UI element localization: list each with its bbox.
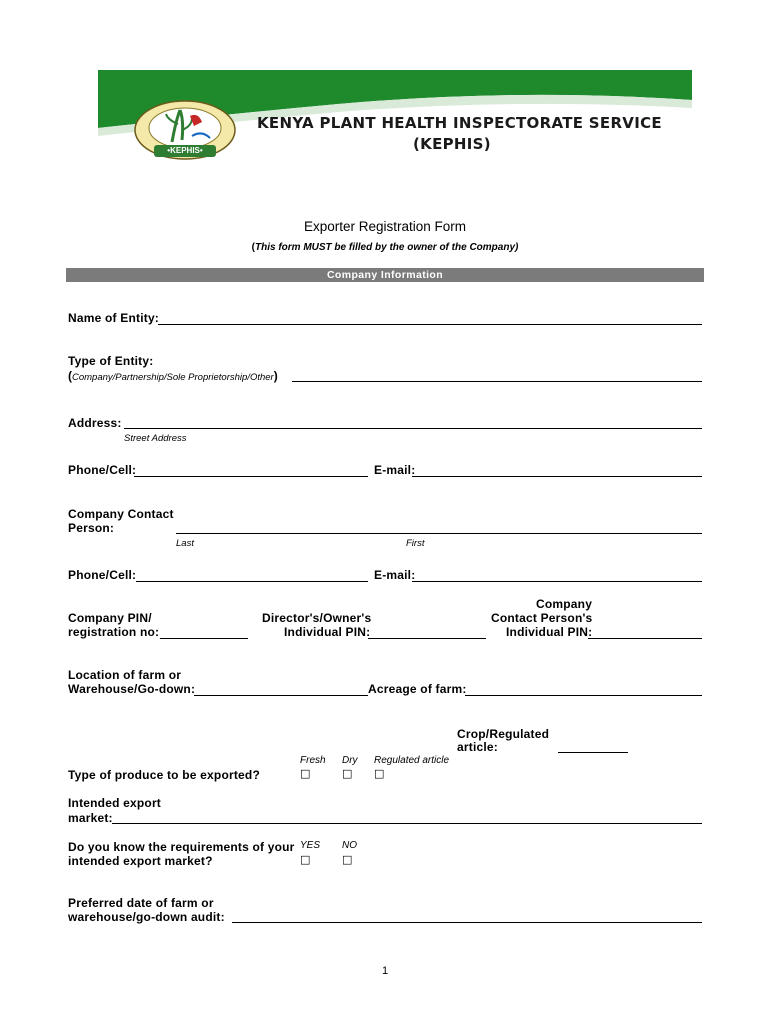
label-email-2: E-mail: <box>374 568 416 582</box>
label-phone-cell: Phone/Cell: <box>68 463 137 477</box>
phone-cell-field-2[interactable] <box>136 581 368 582</box>
label-requirements-line1: Do you know the requirements of your <box>68 840 295 854</box>
label-phone-cell-2: Phone/Cell: <box>68 568 137 582</box>
label-acreage: Acreage of farm: <box>368 682 467 696</box>
subtitle-open-paren: ( <box>251 242 255 253</box>
contact-pin-field[interactable] <box>588 638 702 639</box>
org-abbrev: (KEPHIS) <box>413 135 491 153</box>
type-options-close: ) <box>273 369 278 383</box>
label-name-of-entity: Name of Entity: <box>68 311 160 325</box>
option-fresh-label: Fresh <box>300 755 326 766</box>
label-export-market-line1: Intended export <box>68 796 162 810</box>
label-contact-person-line1: Company Contact <box>68 507 174 521</box>
label-director-pin-line2: Individual PIN: <box>284 625 371 639</box>
label-crop-line2: article: <box>457 740 498 754</box>
label-audit-line2: warehouse/go-down audit: <box>68 910 225 924</box>
acreage-field[interactable] <box>465 695 702 696</box>
label-contact-pin-line1: Company <box>536 597 593 611</box>
first-name-caption: First <box>406 538 425 549</box>
org-name: KENYA PLANT HEALTH INSPECTORATE SERVICE <box>257 114 662 132</box>
email-field-2[interactable] <box>412 581 702 582</box>
label-address: Address: <box>68 416 122 430</box>
checkbox-yes[interactable]: □ <box>300 853 311 866</box>
checkbox-no[interactable]: □ <box>342 853 353 866</box>
audit-date-field[interactable] <box>232 922 702 923</box>
label-contact-pin-line3: Individual PIN: <box>506 625 593 639</box>
page-number: 1 <box>381 965 389 977</box>
label-export-market-line2: market: <box>68 811 113 825</box>
address-field[interactable] <box>124 428 702 429</box>
label-email: E-mail: <box>374 463 416 477</box>
email-field[interactable] <box>412 476 702 477</box>
option-dry-label: Dry <box>342 755 358 766</box>
type-options <box>68 369 278 383</box>
label-audit-line1: Preferred date of farm or <box>68 896 214 910</box>
company-pin-field[interactable] <box>160 638 248 639</box>
form-subtitle <box>0 242 770 253</box>
checkbox-fresh[interactable]: □ <box>300 767 311 780</box>
section-header-company-information: Company Information <box>66 268 704 282</box>
label-crop-line1: Crop/Regulated <box>457 727 550 741</box>
label-contact-pin-line2: Contact Person's <box>491 611 593 625</box>
logo-text: •KEPHIS• <box>167 146 203 155</box>
label-location-line1: Location of farm or <box>68 668 182 682</box>
option-yes-label: YES <box>300 840 321 851</box>
option-no-label: NO <box>342 840 357 851</box>
label-produce-type: Type of produce to be exported? <box>68 768 260 782</box>
label-contact-person-line2: Person: <box>68 521 115 535</box>
subtitle-text: This form MUST be filled by the owner of the Company) <box>254 242 519 253</box>
label-type-of-entity: Type of Entity: <box>68 354 154 368</box>
label-location-line2: Warehouse/Go-down: <box>68 682 196 696</box>
contact-person-field[interactable] <box>176 533 702 534</box>
form-title: Exporter Registration Form <box>303 219 467 234</box>
export-market-field[interactable] <box>112 823 702 824</box>
label-company-pin-line1: Company PIN/ <box>68 611 152 625</box>
name-of-entity-field[interactable] <box>158 324 702 325</box>
type-options-open: ( <box>68 369 72 383</box>
label-director-pin-line1: Director's/Owner's <box>262 611 372 625</box>
label-company-pin-line2: registration no: <box>68 625 160 639</box>
phone-cell-field[interactable] <box>134 476 368 477</box>
last-name-caption: Last <box>176 538 194 549</box>
type-of-entity-field[interactable] <box>292 381 702 382</box>
checkbox-dry[interactable]: □ <box>342 767 353 780</box>
label-requirements-line2: intended export market? <box>68 854 213 868</box>
type-options-text: Company/Partnership/Sole Proprietorship/Other <box>72 372 274 383</box>
director-pin-field[interactable] <box>368 638 486 639</box>
option-regulated-label: Regulated article <box>374 755 450 766</box>
street-address-caption: Street Address <box>124 433 187 444</box>
location-field[interactable] <box>194 695 368 696</box>
checkbox-regulated[interactable]: □ <box>374 767 385 780</box>
crop-field[interactable] <box>558 752 628 753</box>
